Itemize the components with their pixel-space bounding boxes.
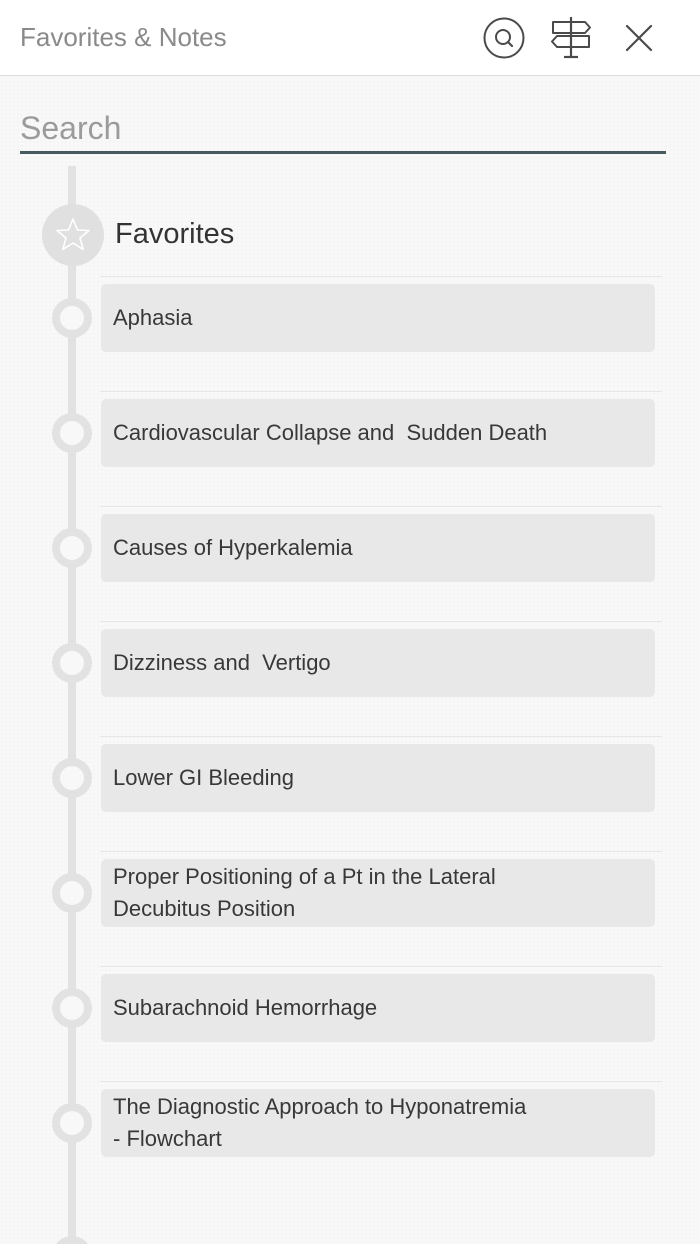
- page-title: Favorites & Notes: [20, 22, 227, 52]
- top-bar: [0, 0, 700, 76]
- divider: [100, 621, 662, 622]
- divider: [100, 851, 662, 852]
- list-item[interactable]: [52, 629, 656, 697]
- star-icon: [54, 216, 92, 254]
- timeline-node: [52, 1236, 92, 1244]
- divider: [100, 736, 662, 737]
- favorite-card[interactable]: [101, 974, 655, 1042]
- star-badge: [42, 204, 104, 266]
- list-item[interactable]: [52, 1089, 656, 1157]
- timeline-node: [52, 873, 92, 913]
- item-label: Dizziness and Vertigo: [113, 650, 331, 675]
- search-bar: [20, 106, 666, 154]
- divider: [100, 506, 662, 507]
- timeline-node: [52, 1103, 92, 1143]
- timeline-node: [52, 988, 92, 1028]
- close-icon: [615, 14, 663, 62]
- close-button[interactable]: [615, 14, 663, 62]
- search-icon: [480, 14, 528, 62]
- item-label: The Diagnostic Approach to Hyponatremia - Flowchart: [113, 1094, 527, 1151]
- signpost-icon: [547, 14, 595, 62]
- divider: [100, 391, 662, 392]
- list-item[interactable]: [52, 859, 656, 927]
- list-item[interactable]: [52, 399, 656, 467]
- favorite-card[interactable]: [101, 514, 655, 582]
- navigation-button[interactable]: [547, 14, 595, 62]
- item-label: Cardiovascular Collapse and Sudden Death: [113, 420, 548, 445]
- favorite-card[interactable]: [101, 744, 655, 812]
- favorite-card[interactable]: [101, 859, 655, 927]
- item-label: Subarachnoid Hemorrhage: [113, 995, 378, 1020]
- timeline-node: [52, 758, 92, 798]
- item-label: Aphasia: [113, 305, 193, 330]
- timeline-node: [52, 413, 92, 453]
- list-item[interactable]: [52, 284, 656, 352]
- favorites-section-header: [42, 204, 662, 266]
- section-title: Favorites: [115, 218, 235, 250]
- timeline-node: [52, 528, 92, 568]
- divider: [100, 966, 662, 967]
- divider: [100, 276, 662, 277]
- favorite-card[interactable]: [101, 284, 655, 352]
- favorite-card[interactable]: [101, 629, 655, 697]
- favorite-card[interactable]: [101, 399, 655, 467]
- divider: [100, 1081, 662, 1082]
- timeline-node: [52, 298, 92, 338]
- list-item[interactable]: [52, 514, 656, 582]
- favorite-card[interactable]: [101, 1089, 655, 1157]
- list-item[interactable]: [52, 744, 656, 812]
- search-button[interactable]: [480, 14, 528, 62]
- item-label: Proper Positioning of a Pt in the Lateral Decubitus Position: [113, 864, 496, 921]
- list-item[interactable]: [52, 974, 656, 1042]
- item-label: Lower GI Bleeding: [113, 765, 294, 790]
- item-label: Causes of Hyperkalemia: [113, 535, 353, 560]
- timeline-node: [52, 643, 92, 683]
- search-input[interactable]: [20, 106, 666, 150]
